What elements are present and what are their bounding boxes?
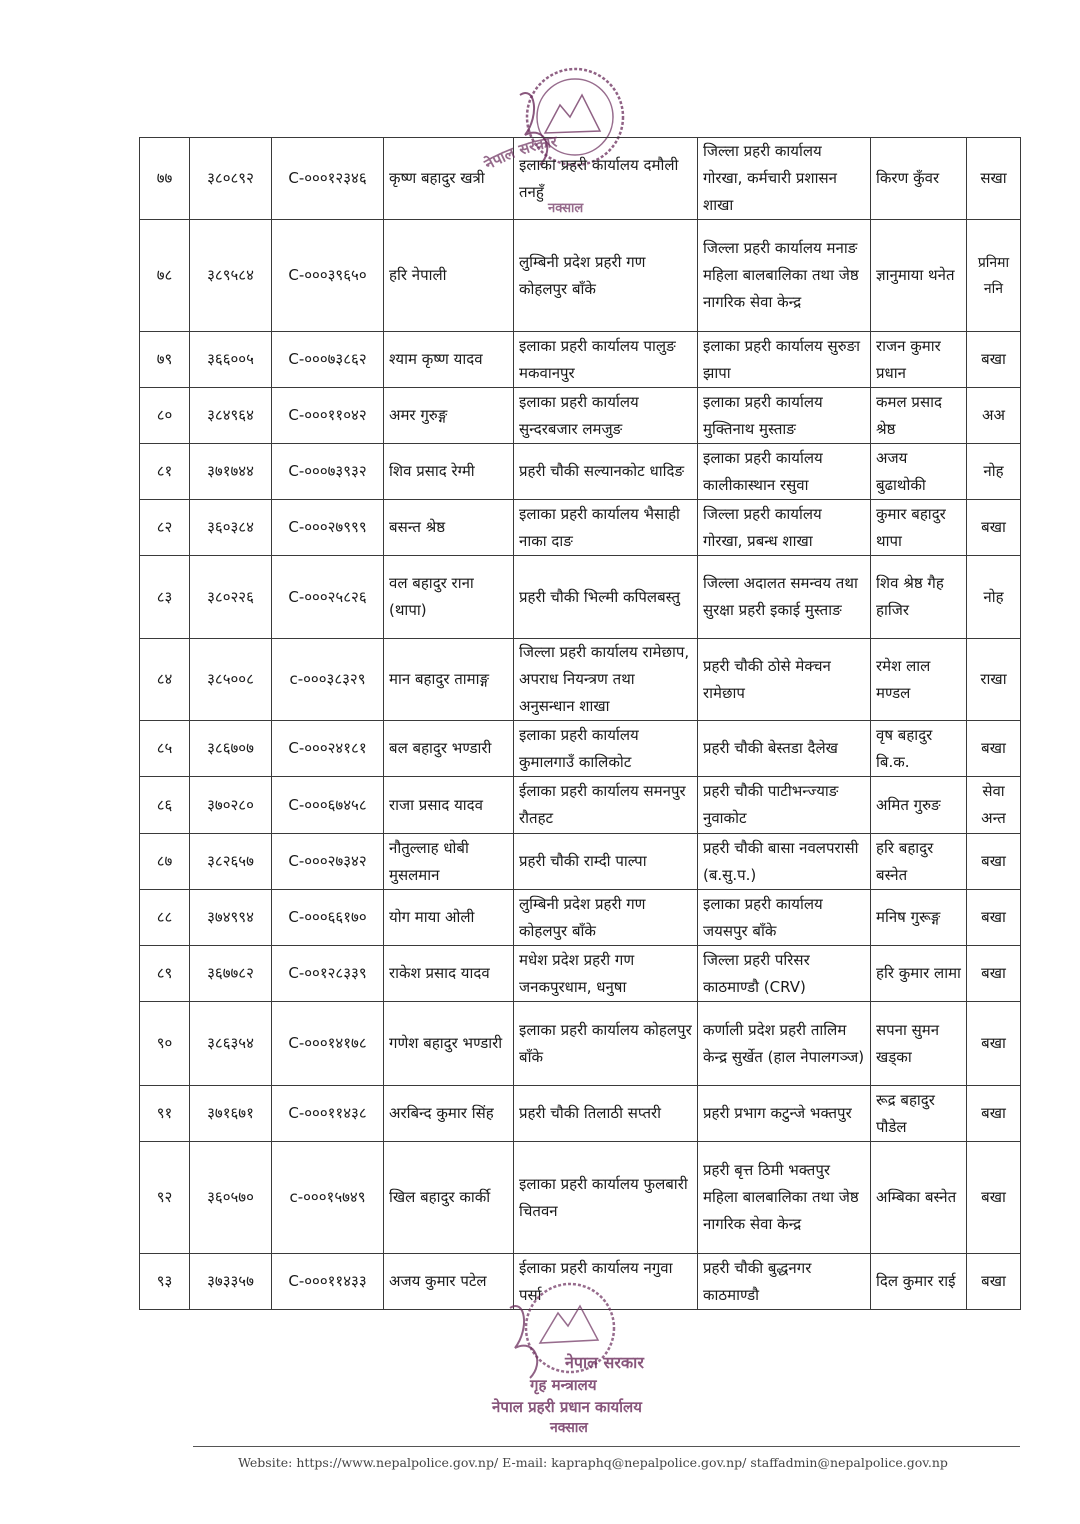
cell-sn: ८२ — [140, 500, 190, 556]
cell-swap-name: हरि बहादुर बस्नेत — [871, 834, 967, 890]
cell-id: ३६०३८४ — [190, 500, 272, 556]
cell-remark: सखा — [967, 138, 1021, 220]
cell-sn: ८३ — [140, 556, 190, 639]
cell-id: ३८०८९२ — [190, 138, 272, 220]
cell-sn: ७८ — [140, 220, 190, 332]
cell-id: ३८२६५७ — [190, 834, 272, 890]
cell-id: ३८९५८४ — [190, 220, 272, 332]
cell-id: ३६०५७० — [190, 1142, 272, 1254]
cell-remark: बखा — [967, 946, 1021, 1002]
cell-current-office: इलाका प्रहरी कार्यालय कुमालगाउँ कालिकोट — [514, 721, 698, 777]
cell-current-office: इलाका प्रहरी कार्यालय भैसाही नाका दाङ — [514, 500, 698, 556]
cell-code: C-०००११४३८ — [272, 1086, 384, 1142]
cell-swap-name: कुमार बहादुर थापा — [871, 500, 967, 556]
cell-transfer-office: जिल्ला प्रहरी कार्यालय गोरखा, प्रबन्ध शाखा — [698, 500, 871, 556]
cell-id: ३६६००५ — [190, 332, 272, 388]
cell-code: C-०००११०४२ — [272, 388, 384, 444]
table-row — [140, 500, 1021, 556]
cell-id: ३८०२२६ — [190, 556, 272, 639]
cell-swap-name: कमल प्रसाद श्रेष्ठ — [871, 388, 967, 444]
cell-name: अजय कुमार पटेल — [384, 1254, 514, 1310]
cell-remark: सेवा अन्त — [967, 777, 1021, 834]
cell-swap-name: रमेश लाल मण्डल — [871, 639, 967, 721]
cell-remark: बखा — [967, 890, 1021, 946]
cell-swap-name: किरण कुँवर — [871, 138, 967, 220]
cell-transfer-office: प्रहरी बृत्त ठिमी भक्तपुर महिला बालबालिका तथा जेष्ठ नागरिक सेवा केन्द्र — [698, 1142, 871, 1254]
cell-remark: प्रनिमा ननि — [967, 220, 1021, 332]
cell-transfer-office: प्रहरी चौकी पाटीभन्ज्याङ नुवाकोट — [698, 777, 871, 834]
cell-remark: बखा — [967, 721, 1021, 777]
cell-code: C-०००१४१७८ — [272, 1002, 384, 1086]
cell-sn: ८७ — [140, 834, 190, 890]
seal-bottom-line2: गृह मन्त्रालय — [530, 1376, 597, 1394]
cell-id: ३६७७८२ — [190, 946, 272, 1002]
official-seal-bottom — [470, 1268, 680, 1438]
cell-name: कृष्ण बहादुर खत्री — [384, 138, 514, 220]
cell-current-office: इलाका प्रहरी कार्यालय कोहलपुर बाँके — [514, 1002, 698, 1086]
cell-name: बसन्त श्रेष्ठ — [384, 500, 514, 556]
cell-name: शिव प्रसाद रेग्मी — [384, 444, 514, 500]
cell-swap-name: सपना सुमन खड्का — [871, 1002, 967, 1086]
cell-transfer-office: इलाका प्रहरी कार्यालय कालीकास्थान रसुवा — [698, 444, 871, 500]
cell-name: श्याम कृष्ण यादव — [384, 332, 514, 388]
cell-swap-name: रूद्र बहादुर पौडेल — [871, 1086, 967, 1142]
cell-current-office: प्रहरी चौकी राम्दी पाल्पा — [514, 834, 698, 890]
cell-transfer-office: प्रहरी चौकी बासा नवलपरासी (ब.सु.प.) — [698, 834, 871, 890]
table-body — [140, 138, 1021, 1310]
cell-swap-name: वृष बहादुर बि.क. — [871, 721, 967, 777]
cell-id: ३७१६७१ — [190, 1086, 272, 1142]
cell-swap-name: ज्ञानुमाया थनेत — [871, 220, 967, 332]
cell-code: C-०००२४१८१ — [272, 721, 384, 777]
cell-name: हरि नेपाली — [384, 220, 514, 332]
seal-bottom-line4: नक्साल — [550, 1420, 588, 1436]
cell-current-office: प्रहरी चौकी सल्यानकोट धादिङ — [514, 444, 698, 500]
table-row — [140, 1002, 1021, 1086]
cell-code: C-०००३९६५० — [272, 220, 384, 332]
cell-name: योग माया ओली — [384, 890, 514, 946]
cell-transfer-office: इलाका प्रहरी कार्यालय मुक्तिनाथ मुस्ताङ — [698, 388, 871, 444]
cell-sn: ८१ — [140, 444, 190, 500]
cell-sn: ९१ — [140, 1086, 190, 1142]
cell-transfer-office: इलाका प्रहरी कार्यालय जयसपुर बाँके — [698, 890, 871, 946]
cell-id: ३७४९९४ — [190, 890, 272, 946]
cell-name: मान बहादुर तामाङ्ग — [384, 639, 514, 721]
table-row — [140, 721, 1021, 777]
cell-current-office: इलाका प्रहरी कार्यालय सुन्दरबजार लमजुङ — [514, 388, 698, 444]
cell-id: ३८६३५४ — [190, 1002, 272, 1086]
cell-sn: ७७ — [140, 138, 190, 220]
seal-bottom-line3: नेपाल प्रहरी प्रधान कार्यालय — [492, 1398, 642, 1416]
cell-sn: ८४ — [140, 639, 190, 721]
cell-current-office: इलाका प्रहरी कार्यालय दमौली तनहुँ — [514, 138, 698, 220]
cell-transfer-office: प्रहरी प्रभाग कटुन्जे भक्तपुर — [698, 1086, 871, 1142]
table-row — [140, 556, 1021, 639]
cell-sn: ८९ — [140, 946, 190, 1002]
cell-remark: बखा — [967, 834, 1021, 890]
cell-code: C-०००११४३३ — [272, 1254, 384, 1310]
table-row — [140, 946, 1021, 1002]
table-row — [140, 777, 1021, 834]
cell-sn: ९० — [140, 1002, 190, 1086]
table-row — [140, 639, 1021, 721]
cell-sn: ९२ — [140, 1142, 190, 1254]
cell-name: अमर गुरुङ्ग — [384, 388, 514, 444]
cell-id: ३८४९६४ — [190, 388, 272, 444]
cell-transfer-office: जिल्ला प्रहरी कार्यालय मनाङ महिला बालबालिका तथा जेष्ठ नागरिक सेवा केन्द्र — [698, 220, 871, 332]
cell-swap-name: अमित गुरुङ — [871, 777, 967, 834]
cell-code: C-०००२७३४२ — [272, 834, 384, 890]
cell-name: गणेश बहादुर भण्डारी — [384, 1002, 514, 1086]
cell-current-office: इलाका प्रहरी कार्यालय फुलबारी चितवन — [514, 1142, 698, 1254]
cell-current-office: प्रहरी चौकी भिल्मी कपिलबस्तु — [514, 556, 698, 639]
cell-sn: ८६ — [140, 777, 190, 834]
cell-code: C-०००२५८२६ — [272, 556, 384, 639]
cell-name: नौतुल्लाह धोबी मुसलमान — [384, 834, 514, 890]
footer-divider — [193, 1446, 1020, 1447]
cell-remark: नोह — [967, 556, 1021, 639]
seal-top-line1: नेपाल सरकार — [481, 132, 559, 174]
cell-transfer-office: जिल्ला अदालत समन्वय तथा सुरक्षा प्रहरी इकाई मुस्ताङ — [698, 556, 871, 639]
cell-swap-name: मनिष गुरूङ्ग — [871, 890, 967, 946]
cell-swap-name: राजन कुमार प्रधान — [871, 332, 967, 388]
cell-sn: ८८ — [140, 890, 190, 946]
cell-code: C-००१२८३३९ — [272, 946, 384, 1002]
table-row — [140, 220, 1021, 332]
cell-transfer-office: कर्णाली प्रदेश प्रहरी तालिम केन्द्र सुर्खेत (हाल नेपालगञ्ज) — [698, 1002, 871, 1086]
cell-code: C-०००६७४५८ — [272, 777, 384, 834]
cell-sn: ८० — [140, 388, 190, 444]
transfer-table — [139, 137, 1021, 1310]
cell-id: ३७१७४४ — [190, 444, 272, 500]
cell-remark: बखा — [967, 1002, 1021, 1086]
cell-id: ३८५००८ — [190, 639, 272, 721]
cell-sn: ९३ — [140, 1254, 190, 1310]
table-row — [140, 1142, 1021, 1254]
table-row — [140, 834, 1021, 890]
seal-top-line4: नक्साल — [548, 201, 584, 216]
cell-sn: ८५ — [140, 721, 190, 777]
table-row — [140, 138, 1021, 220]
cell-id: ३७०२८० — [190, 777, 272, 834]
cell-current-office: लुम्बिनी प्रदेश प्रहरी गण कोहलपुर बाँके — [514, 220, 698, 332]
cell-name: अरबिन्द कुमार सिंह — [384, 1086, 514, 1142]
cell-remark: बखा — [967, 1086, 1021, 1142]
cell-name: राजा प्रसाद यादव — [384, 777, 514, 834]
cell-name: राकेश प्रसाद यादव — [384, 946, 514, 1002]
cell-code: C-०००७३९३२ — [272, 444, 384, 500]
cell-code: c-०००१५७४९ — [272, 1142, 384, 1254]
cell-swap-name: हरि कुमार लामा — [871, 946, 967, 1002]
cell-code: C-०००१२३४६ — [272, 138, 384, 220]
cell-current-office: इलाका प्रहरी कार्यालय पालुङ मकवानपुर — [514, 332, 698, 388]
footer-contact: Website: https://www.nepalpolice.gov.np/ E-mail: kapraphq@nepalpolice.gov.np/ staffadmin@nepalpolice.gov.np — [238, 1455, 948, 1470]
cell-remark: बखा — [967, 332, 1021, 388]
cell-swap-name: अम्बिका बस्नेत — [871, 1142, 967, 1254]
table-row — [140, 388, 1021, 444]
cell-code: c-०००३८३२९ — [272, 639, 384, 721]
cell-id: ३८६७०७ — [190, 721, 272, 777]
cell-transfer-office: जिल्ला प्रहरी कार्यालय गोरखा, कर्मचारी प्रशासन शाखा — [698, 138, 871, 220]
cell-transfer-office: प्रहरी चौकी बेस्तडा दैलेख — [698, 721, 871, 777]
cell-remark: राखा — [967, 639, 1021, 721]
table-row — [140, 890, 1021, 946]
cell-remark: नोह — [967, 444, 1021, 500]
cell-remark: बखा — [967, 1142, 1021, 1254]
cell-code: C-०००६६१७० — [272, 890, 384, 946]
cell-current-office: प्रहरी चौकी तिलाठी सप्तरी — [514, 1086, 698, 1142]
cell-transfer-office: इलाका प्रहरी कार्यालय सुरुङा झापा — [698, 332, 871, 388]
cell-current-office: मधेश प्रदेश प्रहरी गण जनकपुरधाम, धनुषा — [514, 946, 698, 1002]
cell-current-office: जिल्ला प्रहरी कार्यालय रामेछाप, अपराध नियन्त्रण तथा अनुसन्धान शाखा — [514, 639, 698, 721]
cell-code: C-०००२७९९९ — [272, 500, 384, 556]
cell-code: C-०००७३८६२ — [272, 332, 384, 388]
cell-transfer-office: प्रहरी चौकी ठोसे मेक्चन रामेछाप — [698, 639, 871, 721]
cell-swap-name: शिव श्रेष्ठ गैह हाजिर — [871, 556, 967, 639]
cell-current-office: ईलाका प्रहरी कार्यालय समनपुर रौतहट — [514, 777, 698, 834]
cell-sn: ७९ — [140, 332, 190, 388]
cell-transfer-office: प्रहरी चौकी बुद्धनगर काठमाण्डौ — [698, 1254, 871, 1310]
cell-name: बल बहादुर भण्डारी — [384, 721, 514, 777]
cell-id: ३७३३५७ — [190, 1254, 272, 1310]
cell-remark: बखा — [967, 1254, 1021, 1310]
seal-bottom-line1: नेपाल सरकार — [565, 1353, 644, 1372]
cell-transfer-office: जिल्ला प्रहरी परिसर काठमाण्डौ (CRV) — [698, 946, 871, 1002]
cell-swap-name: दिल कुमार राई — [871, 1254, 967, 1310]
cell-swap-name: अजय बुढाथोकी — [871, 444, 967, 500]
cell-name: खिल बहादुर कार्की — [384, 1142, 514, 1254]
cell-current-office: ईलाका प्रहरी कार्यालय नगुवा पर्सा — [514, 1254, 698, 1310]
table-row — [140, 444, 1021, 500]
table-row — [140, 1086, 1021, 1142]
cell-name: वल बहादुर राना (थापा) — [384, 556, 514, 639]
cell-current-office: लुम्बिनी प्रदेश प्रहरी गण कोहलपुर बाँके — [514, 890, 698, 946]
cell-remark: अअ — [967, 388, 1021, 444]
table-row — [140, 332, 1021, 388]
cell-remark: बखा — [967, 500, 1021, 556]
